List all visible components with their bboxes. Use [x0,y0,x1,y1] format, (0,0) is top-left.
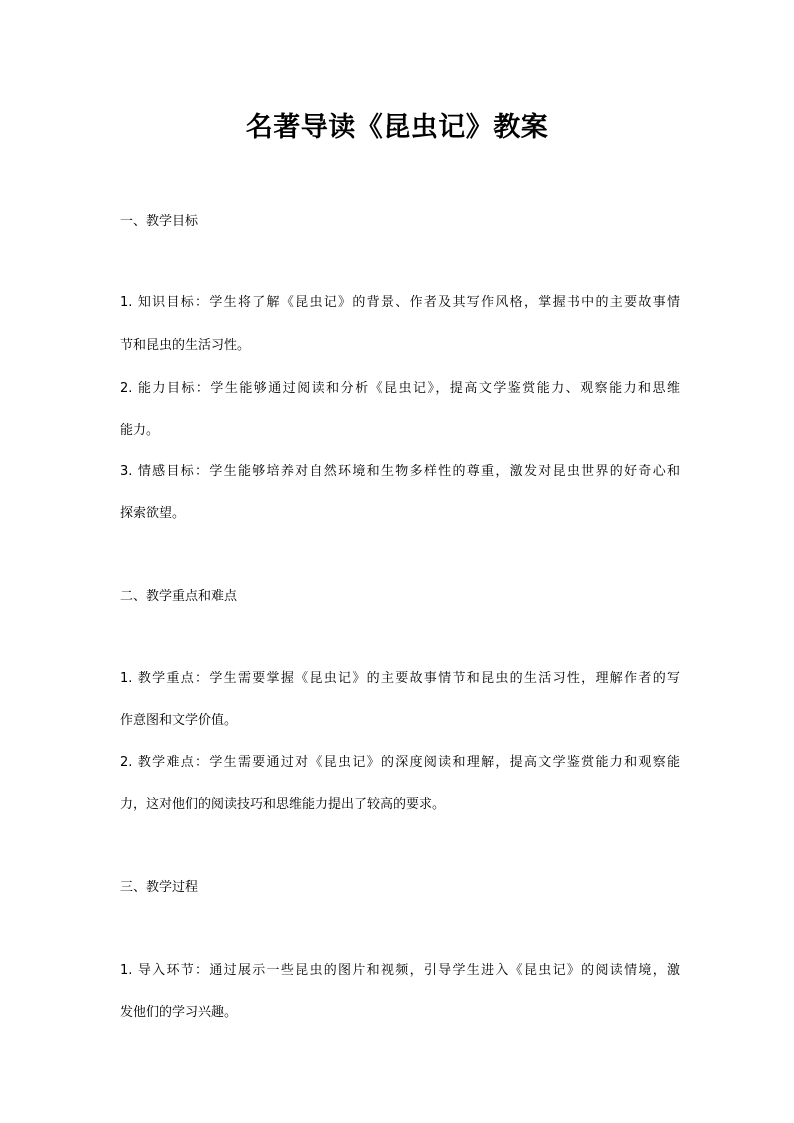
document-title: 名著导读《昆虫记》教案 [245,112,549,143]
section-heading-key-points: 二、教学重点和难点 [120,589,238,604]
section-heading-teaching-process: 三、教学过程 [120,880,199,895]
paragraph-difficulty-line-2: 力，这对他们的阅读技巧和思维能力提出了较高的要求。 [120,797,446,812]
paragraph-difficulty-line-1: 2. 教学难点：学生需要通过对《昆虫记》的深度阅读和理解，提高文学鉴赏能力和观察能 [120,755,680,770]
paragraph-key-point-line-1: 1. 教学重点：学生需要掌握《昆虫记》的主要故事情节和昆虫的生活习性，理解作者的写 [120,671,680,686]
paragraph-ability-goal-line-2: 能力。 [120,423,160,438]
paragraph-introduction-line-1: 1. 导入环节：通过展示一些昆虫的图片和视频，引导学生进入《昆虫记》的阅读情境，激 [120,963,680,978]
paragraph-knowledge-goal-line-2: 节和昆虫的生活习性。 [120,338,251,353]
section-heading-teaching-goals: 一、教学目标 [120,214,199,229]
paragraph-ability-goal-line-1: 2. 能力目标：学生能够通过阅读和分析《昆虫记》，提高文学鉴赏能力、观察能力和思维 [120,381,680,396]
paragraph-knowledge-goal-line-1: 1. 知识目标：学生将了解《昆虫记》的背景、作者及其写作风格，掌握书中的主要故事情 [120,295,680,310]
paragraph-emotion-goal-line-2: 探索欲望。 [120,506,186,521]
paragraph-key-point-line-2: 作意图和文学价值。 [120,713,238,728]
paragraph-introduction-line-2: 发他们的学习兴趣。 [120,1005,238,1020]
paragraph-emotion-goal-line-1: 3. 情感目标：学生能够培养对自然环境和生物多样性的尊重，激发对昆虫世界的好奇心和 [120,464,680,479]
